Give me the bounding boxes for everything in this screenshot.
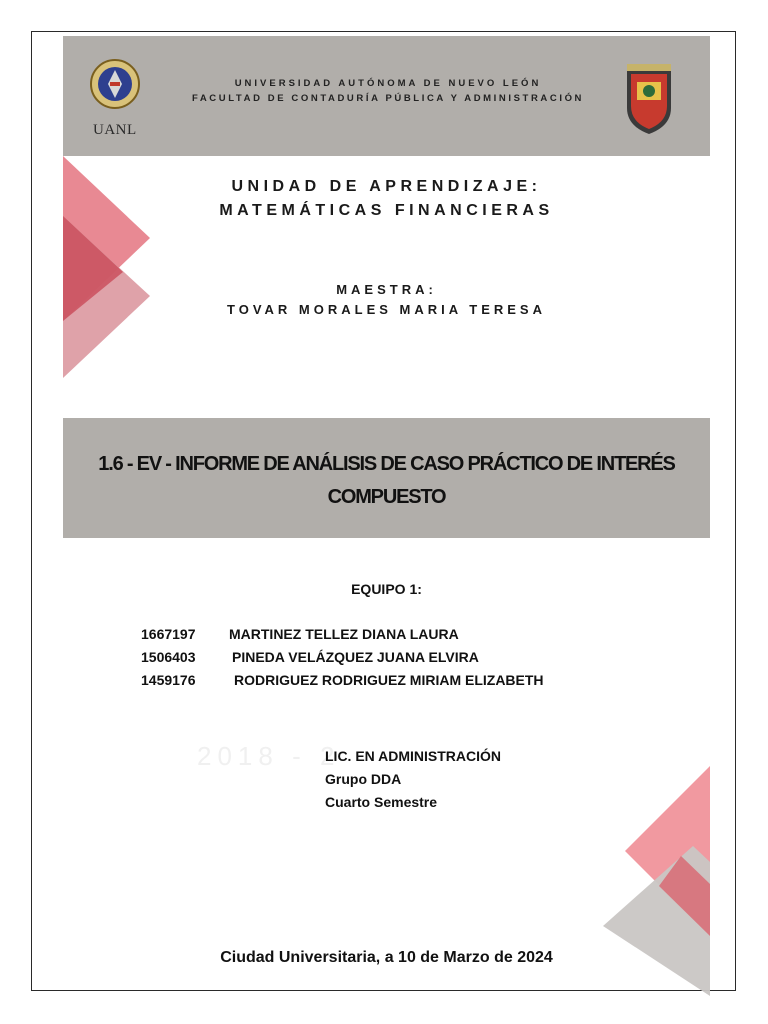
member-id: 1459176 bbox=[141, 672, 196, 688]
watermark-text: 2018 - 2 bbox=[197, 741, 341, 771]
member-name: MARTINEZ TELLEZ DIANA LAURA bbox=[229, 626, 459, 642]
member-id: 1506403 bbox=[141, 649, 196, 665]
semester-name: Cuarto Semestre bbox=[325, 794, 438, 810]
uanl-seal-icon bbox=[89, 58, 141, 120]
subject-label: UNIDAD DE APRENDIZAJE: bbox=[231, 178, 542, 195]
teacher-name: TOVAR MORALES MARIA TERESA bbox=[227, 302, 546, 317]
teacher-label: MAESTRA: bbox=[336, 282, 437, 297]
faculty-name: FACULTAD DE CONTADURÍA PÚBLICA Y ADMINISTRACIÓN bbox=[191, 93, 585, 104]
header-band bbox=[63, 36, 710, 156]
faculty-shield-icon bbox=[623, 64, 675, 136]
member-name: PINEDA VELÁZQUEZ JUANA ELVIRA bbox=[232, 649, 479, 665]
subject-name: MATEMÁTICAS FINANCIERAS bbox=[219, 202, 554, 219]
group-name: Grupo DDA bbox=[325, 771, 402, 787]
university-name: UNIVERSIDAD AUTÓNOMA DE NUEVO LEÓN bbox=[234, 78, 542, 89]
team-member bbox=[141, 626, 459, 642]
document-title: 1.6 - EV - INFORME DE ANÁLISIS DE CASO PRÁCTICO DE INTERÉS COMPUESTO bbox=[98, 453, 675, 508]
team-label: EQUIPO 1: bbox=[351, 581, 422, 597]
career-name: LIC. EN ADMINISTRACIÓN bbox=[325, 748, 502, 764]
place-and-date: Ciudad Universitaria, a 10 de Marzo de 2024 bbox=[220, 949, 553, 966]
title-band bbox=[63, 418, 710, 538]
cover-page bbox=[63, 36, 710, 996]
team-member bbox=[141, 649, 479, 665]
member-name: RODRIGUEZ RODRIGUEZ MIRIAM ELIZABETH bbox=[234, 672, 544, 688]
uanl-logo-text: UANL bbox=[93, 122, 137, 138]
member-id: 1667197 bbox=[141, 626, 196, 642]
team-member bbox=[141, 672, 544, 688]
